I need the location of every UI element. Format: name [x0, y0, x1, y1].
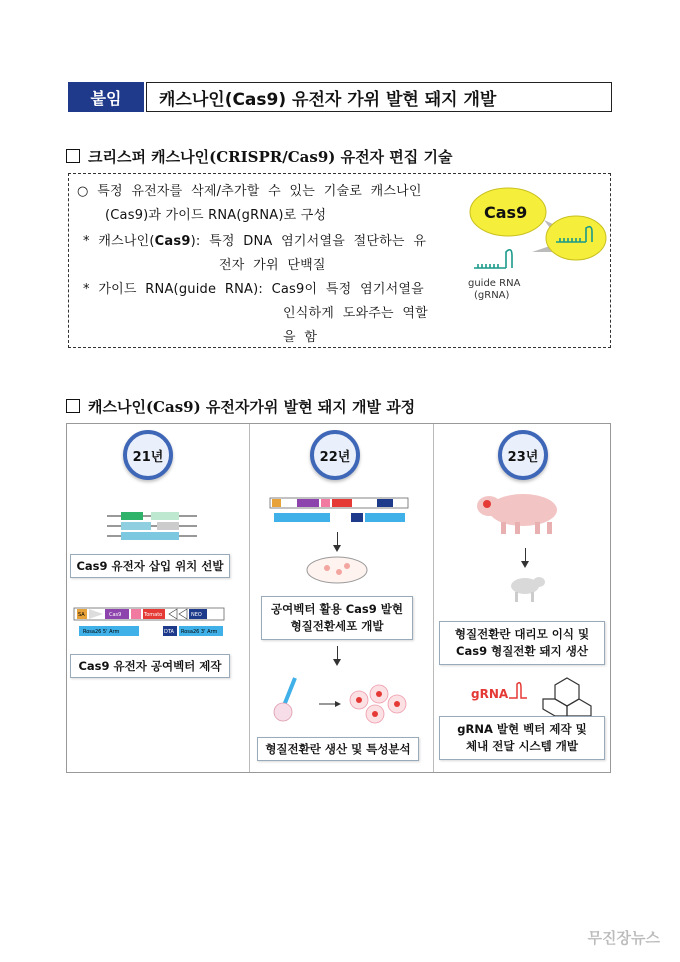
- note-grna-line2: 인식하게 도와주는 역할: [283, 306, 428, 321]
- guide-rna-label: guide RNA: [468, 278, 521, 289]
- step-label-transfected-cell-line1: 공여벡터 활용 Cas9 발현: [271, 602, 403, 616]
- gene-block-green: [121, 512, 143, 520]
- grna-figure-label: gRNA: [471, 687, 509, 701]
- lox-site-icon: [169, 609, 177, 619]
- note-grna-line3: 을 함: [283, 330, 318, 345]
- column-divider-2: [433, 424, 434, 772]
- cas9-diagram: [466, 180, 611, 310]
- process-panel: [66, 423, 611, 773]
- embryo-nucleus: [372, 711, 378, 717]
- petri-dish-icon: [305, 554, 369, 586]
- donor-vector-figure-1: [73, 604, 225, 640]
- arrow-down-icon: [337, 646, 338, 660]
- vector-arm5-label: Rosa26 5' Arm: [83, 629, 120, 635]
- step-label-cas9-pig-line2: Cas9 형질전환 돼지 생산: [456, 644, 588, 658]
- step-label-donor-vector-text: Cas9 유전자 공여벡터 제작: [78, 658, 222, 673]
- gene-block-gray: [157, 522, 179, 530]
- arrow-right-head-icon: [335, 701, 341, 707]
- piglet-leg: [531, 592, 534, 602]
- step-label-embryo-analysis: [257, 737, 419, 761]
- section2-checkbox-icon: [66, 399, 80, 413]
- gene-block-blue-1: [121, 522, 151, 530]
- embryo-production-figure: [267, 674, 417, 728]
- year-badge-22: 22년: [310, 430, 360, 480]
- embryo-icon: [274, 703, 292, 721]
- section2-title: 캐스나인(Cas9) 유전자가위 발현 돼지 개발 과정: [88, 398, 416, 416]
- note-cas9-bold: Cas9: [154, 234, 191, 249]
- appendix-tag: 붙임: [68, 82, 144, 112]
- note-cas9-cont: 전자 가위 단백질: [219, 258, 326, 273]
- year-badge-21: 21년: [123, 430, 173, 480]
- vector-sa-label: SA: [78, 612, 85, 618]
- step-label-transfected-cell: [261, 596, 413, 640]
- nanoparticle-icon: [543, 699, 567, 716]
- embryo-nucleus: [356, 697, 362, 703]
- pig-leg: [535, 522, 540, 534]
- document-title: 캐스나인(Cas9) 유전자 가위 발현 돼지 개발: [146, 82, 612, 112]
- cas9-protein-label: Cas9: [484, 203, 528, 222]
- section1-checkbox-icon: [66, 149, 80, 163]
- vector2-arm3-block: [365, 513, 405, 522]
- step-label-transfected-cell-line2: 형질전환세포 개발: [290, 619, 384, 633]
- section2-heading: [66, 396, 415, 417]
- note-cas9-tail: ): 특정 DNA 염기서열을 절단하는 유: [190, 234, 427, 249]
- vector2-dta-block: [351, 513, 363, 522]
- step-label-embryo-analysis-text: 형질전환란 생산 및 특성분석: [265, 741, 411, 756]
- piglet-icon: [503, 570, 547, 604]
- step-label-grna-vector: [439, 716, 605, 760]
- vector2-sa-block: [272, 499, 281, 507]
- step-label-insertion-site-text: Cas9 유전자 삽입 위치 선발: [76, 558, 224, 573]
- cell-dot: [344, 563, 350, 569]
- column-divider-1: [249, 424, 250, 772]
- guide-rna-icon: [474, 250, 512, 268]
- embryo-nucleus: [376, 691, 382, 697]
- grna-label: (gRNA): [474, 290, 510, 301]
- piglet-head: [533, 577, 545, 587]
- sow-pig-icon: [475, 486, 565, 536]
- vector-p2a-block: [131, 609, 141, 619]
- section1-title: 크리스퍼 캐스나인(CRISPR/Cas9) 유전자 편집 기술: [88, 148, 453, 166]
- embryo-nucleus: [394, 701, 400, 707]
- year-badge-23: 23년: [498, 430, 548, 480]
- lox-site-icon-2: [179, 609, 187, 619]
- vector2-neo-block: [377, 499, 393, 507]
- cell-dot: [336, 569, 342, 575]
- vector2-p2a-block: [321, 499, 330, 507]
- insertion-site-figure: [107, 508, 197, 544]
- definition-line2: (Cas9)과 가이드 RNA(gRNA)로 구성: [105, 208, 327, 223]
- step-label-insertion-site: [70, 554, 230, 578]
- cell-dot: [324, 565, 330, 571]
- nanoparticle-icon: [555, 678, 579, 706]
- note-grna-line1: * 가이드 RNA(guide RNA): Cas9이 특정 염기서열을: [83, 282, 424, 297]
- vector2-cas9-block: [297, 499, 319, 507]
- arrow-down-icon: [525, 548, 526, 562]
- vector-tomato-label: Tomato: [144, 612, 163, 618]
- grna-hairpin-icon: [509, 683, 527, 698]
- pig-leg: [547, 522, 552, 534]
- vector-neo-label: NEO: [191, 612, 202, 618]
- note-cas9: [83, 230, 426, 254]
- watermark: 무진장뉴스: [587, 929, 660, 947]
- piglet-leg: [515, 592, 518, 602]
- gene-block-light: [151, 512, 179, 520]
- vector2-tomato-block: [332, 499, 352, 507]
- arrow-down-icon: [337, 532, 338, 546]
- step-label-grna-vector-line2: 체내 전달 시스템 개발: [466, 739, 578, 753]
- vector-cas9-label: Cas9: [109, 612, 122, 618]
- step-label-grna-vector-line1: gRNA 발현 벡터 제작 및: [457, 722, 587, 736]
- vector-dta-label: DTA: [164, 629, 174, 635]
- pig-leg: [501, 522, 506, 534]
- pig-leg: [515, 522, 520, 534]
- vector-arm3-label: Rosa26 3' Arm: [181, 629, 218, 635]
- grna-delivery-figure: [471, 676, 601, 716]
- vector2-arm5-block: [274, 513, 330, 522]
- gene-block-blue-2: [121, 532, 179, 540]
- step-label-donor-vector: [70, 654, 230, 678]
- nanoparticle-icon: [567, 699, 591, 716]
- step-label-cas9-pig-line1: 형질전환란 대리모 이식 및: [454, 627, 590, 641]
- vector-arrow-icon: [89, 609, 103, 619]
- pig-mark: [483, 500, 491, 508]
- definition-line1: ○ 특정 유전자를 삭제/추가할 수 있는 기술로 캐스나인: [77, 184, 422, 199]
- note-cas9-head: * 캐스나인(: [83, 234, 155, 249]
- step-label-cas9-pig: [439, 621, 605, 665]
- donor-vector-figure-2: [269, 496, 409, 526]
- section1-heading: [66, 146, 452, 167]
